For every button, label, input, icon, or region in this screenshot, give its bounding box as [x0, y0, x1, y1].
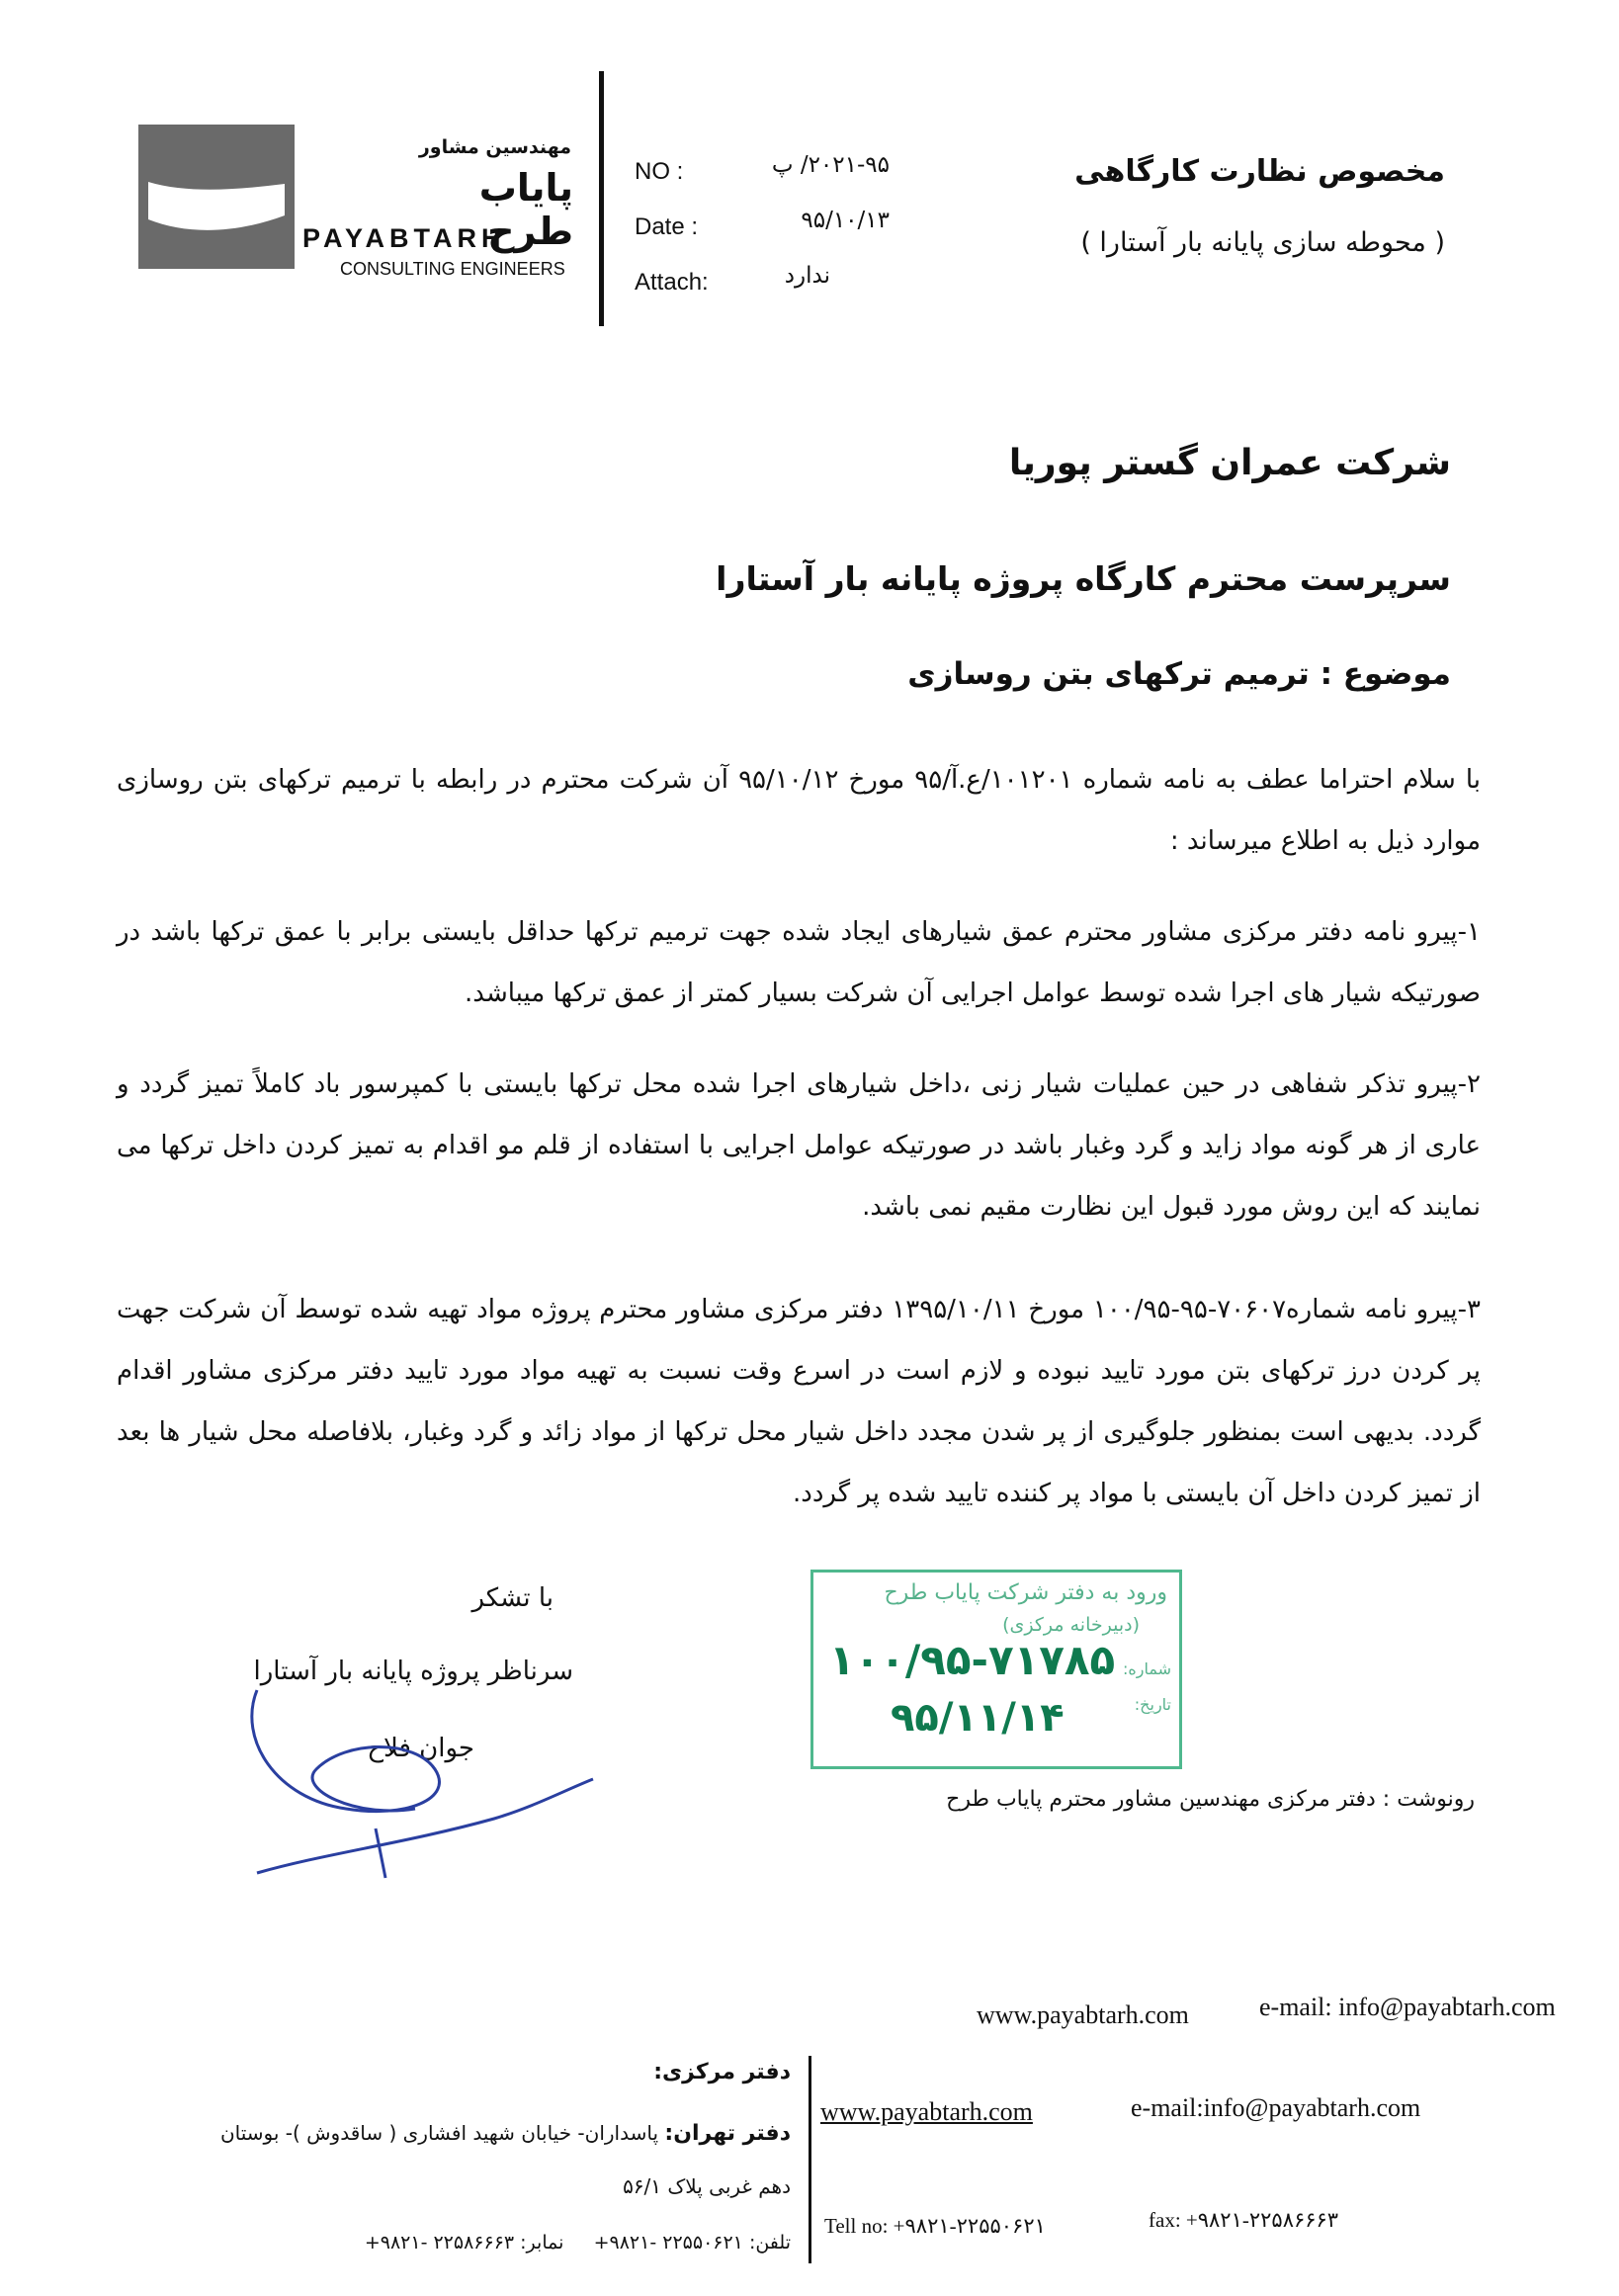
no-label: NO : [635, 158, 684, 185]
logo-emblem-icon [138, 125, 295, 269]
stamp-number-label: شماره: [1122, 1659, 1171, 1678]
address-line2: دهم غربی پلاک ۵۶/۱ [623, 2174, 791, 2198]
paragraph-1: ۱-پیرو نامه دفتر مرکزی مشاور محترم عمق شیارهای ایجاد شده جهت ترمیم ترکها حداقل بایستی برابر با عمق ترکها باشد در صورتیکه شیار های اجرا شده توسط عوامل اجرایی آن شرکت بسیار کمتر از عمق ترکها میباشد. [117, 917, 1481, 1008]
fax-number: ۲۲۵۸۶۶۶۳ -۹۸۲۱+ [364, 2232, 515, 2253]
stamp-line1: ورود به دفتر شرکت پایاب طرح [884, 1580, 1167, 1605]
sign-title: سرناظر پروژه پایانه بار آستارا [253, 1657, 573, 1686]
phone-fax-line [365, 2232, 791, 2253]
footer-tel-en: Tell no: +۹۸۲۱-۲۲۵۵۰۶۲۱ [824, 2214, 1046, 2238]
stamp-date: ۹۵/۱۱/۱۴ [891, 1695, 1065, 1741]
address-line1 [220, 2121, 791, 2146]
logo-en-tagline: CONSULTING ENGINEERS [340, 259, 565, 279]
logo-fa-large: پایاب طرح [478, 166, 573, 253]
office-heading: دفتر مرکزی: [653, 2060, 791, 2084]
date-value: ۹۵/۱۰/۱۳ [801, 208, 890, 233]
date-label: Date : [635, 213, 699, 240]
paragraph-2: ۲-پیرو تذکر شفاهی در حین عملیات شیار زنی ،داخل شیارهای اجرا شده محل ترکها بایستی با کمپرسور باد کاملاً تمیز گردد و عاری از هر گونه مواد زاید و گرد وغبار باشد در صورتیکه عوامل اجرایی با استفاده از قلم مو اقدام به تمیز کردن داخل ترکها می نمایند که این روش مورد قبول این نظارت مقیم نمی باشد. [117, 1069, 1481, 1222]
attach-label: Attach: [635, 269, 709, 296]
attention-line: سرپرست محترم کارگاه پروژه پایانه بار آستارا [716, 559, 1451, 598]
stamp-line2: (دبیرخانه مرکزی) [1002, 1614, 1140, 1636]
cc-line: رونوشت : دفتر مرکزی مهندسین مشاور محترم پایاب طرح [946, 1787, 1475, 1812]
phone-label: تلفن: [748, 2232, 791, 2253]
no-value: ۲۰۲۱-۹۵/ پ [771, 152, 890, 178]
address-text: پاسداران- خیابان شهید افشاری ( ساقدوش )- بوستان [219, 2121, 659, 2145]
stamp-number: ۱۰۰/۹۵-۷۱۷۸۵ [829, 1636, 1116, 1684]
phone-number: ۲۲۵۵۰۶۲۱ -۹۸۲۱+ [593, 2232, 743, 2253]
stamp-date-label: تاریخ: [1134, 1695, 1171, 1714]
signature-scrawl-icon [237, 1680, 613, 1898]
footer-divider [809, 2056, 811, 2263]
sign-name: جوان فلاح [367, 1734, 474, 1763]
header-title: مخصوص نظارت کارگاهی [1074, 154, 1445, 189]
header-divider [599, 71, 604, 326]
footer-fax-en: fax: +۹۸۲۱-۲۲۵۸۶۶۶۳ [1149, 2208, 1339, 2232]
tehran-label: دفتر تهران: [664, 2121, 791, 2146]
header-subtitle: ( محوطه سازی پایانه بار آستارا ) [1080, 227, 1445, 258]
intro-paragraph: با سلام احتراما عطف به نامه شماره ۱۰۱۲۰۱/ع.آ/۹۵ مورخ ۹۵/۱۰/۱۲ آن شرکت محترم در رابطه با ترمیم ترکهای بتن روسازی موارد ذیل به اطلاع میرساند : [117, 765, 1481, 856]
attach-value: ندارد [784, 263, 830, 289]
recipient: شرکت عمران گستر پوریا [1008, 443, 1451, 483]
receipt-stamp [810, 1570, 1182, 1769]
logo-mark [138, 125, 295, 269]
footer-website-2[interactable]: www.payabtarh.com [820, 2097, 1033, 2126]
subject-line: موضوع : ترمیم ترکهای بتن روسازی [907, 656, 1451, 692]
logo-en-name: PAYABTARH [302, 223, 506, 253]
fax-label: نمابر: [520, 2232, 564, 2253]
footer-email[interactable]: e-mail: info@payabtarh.com [1259, 1993, 1556, 2021]
footer-website[interactable]: www.payabtarh.com [977, 2000, 1189, 2029]
paragraph-3: ۳-پیرو نامه شماره۷۰۶۰۷-۹۵-۱۰۰/۹۵ مورخ ۱۳۹۵/۱۰/۱۱ دفتر مرکزی مشاور محترم پروژه مواد تهیه شده توسط آن شرکت جهت پر کردن درز ترکهای بتن مورد تایید نبوده و لازم است در اسرع وقت نسبت به تهیه مواد مورد تایید دفتر مرکزی مشاور اقدام گردد. بدیهی است بمنظور جلوگیری از پر شدن مجدد داخل شیار محل ترکها از مواد زائد و گرد وغبار، بلافاصله محل شیار ها بعد از تمیز کردن داخل آن بایستی با مواد پر کننده تایید شده پر گردد. [117, 1295, 1481, 1508]
sign-thanks: با تشکر [471, 1583, 554, 1613]
logo-fa-small: مهندسین مشاور [418, 136, 571, 158]
footer-email-2[interactable]: e-mail:info@payabtarh.com [1131, 2093, 1421, 2122]
